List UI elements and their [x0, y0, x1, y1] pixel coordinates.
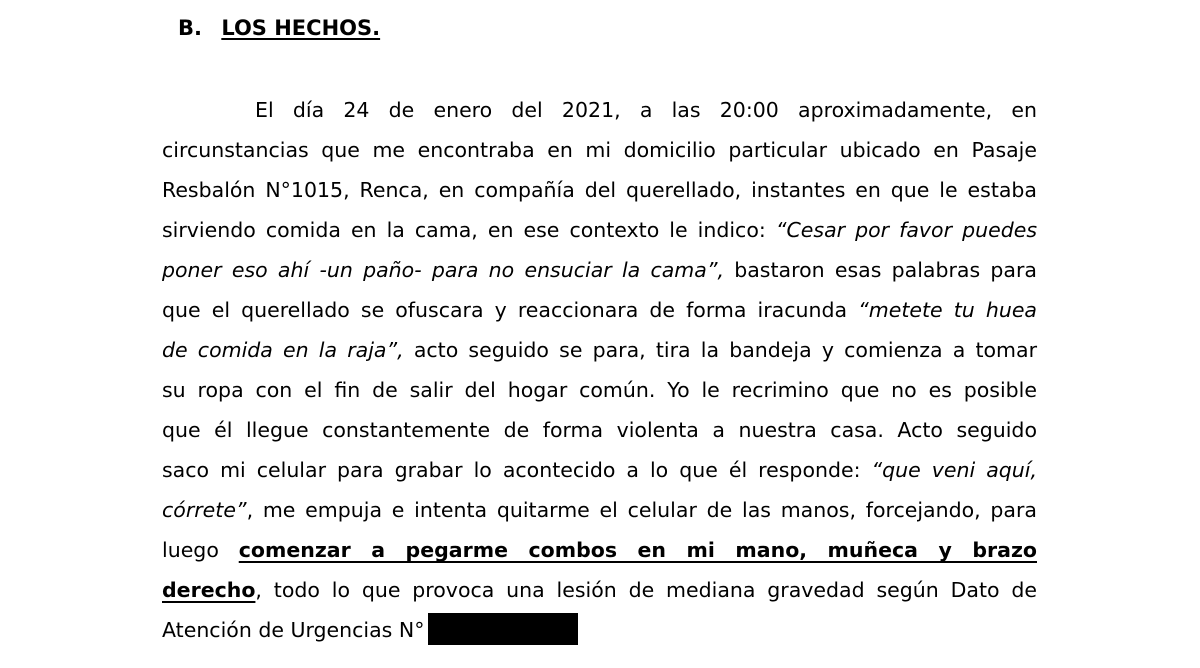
text-run: que él llegue constantemente de forma violenta a nuestra casa. Acto seguido — [162, 418, 1037, 442]
text-line — [162, 290, 1037, 330]
text-line — [162, 490, 1037, 530]
text-run: Atención de Urgencias N° — [162, 618, 425, 642]
text-line — [162, 130, 1037, 170]
text-line — [162, 90, 1037, 130]
text-line — [162, 530, 1037, 570]
text-line — [162, 370, 1037, 410]
text-run: bastaron esas palabras para — [734, 258, 1037, 282]
text-line — [162, 410, 1037, 450]
text-line — [162, 610, 1037, 650]
text-line — [162, 170, 1037, 210]
quote-run: córrete” — [162, 498, 247, 522]
section-title: LOS HECHOS. — [221, 16, 381, 40]
quote-run: “metete tu huea — [858, 298, 1037, 322]
emphasis-run: comenzar a pegarme combos en mi mano, muñeca y brazo — [238, 538, 1037, 562]
quote-run: poner eso ahí -un paño- para no ensuciar la cama”, — [162, 258, 724, 282]
text-line — [162, 570, 1037, 610]
redaction-box — [428, 613, 578, 645]
quote-run: “que veni aquí, — [871, 458, 1038, 482]
text-line — [162, 210, 1037, 250]
emphasis-run: derecho — [162, 578, 256, 602]
text-run: luego — [162, 538, 239, 562]
text-line — [162, 330, 1037, 370]
text-run: su ropa con el fin de salir del hogar común. Yo le recrimino que no es posible — [162, 378, 1037, 402]
text-run: que el querellado se ofuscara y reaccionara de forma iracunda — [162, 298, 859, 322]
quote-run: “Cesar por favor puedes — [775, 218, 1037, 242]
text-run: acto seguido se para, tira la bandeja y comienza a tomar — [413, 338, 1037, 362]
text-run: Resbalón N°1015, Renca, en compañía del querellado, instantes en que le estaba — [162, 178, 1037, 202]
section-number: B. — [178, 16, 202, 40]
text-run: saco mi celular para grabar lo acontecido a lo que él responde: — [162, 458, 872, 482]
text-line — [162, 450, 1037, 490]
text-run: circunstancias que me encontraba en mi domicilio particular ubicado en Pasaje — [162, 138, 1037, 162]
text-run: El día 24 de enero del 2021, a las 20:00 aproximadamente, en — [255, 98, 1037, 122]
text-line — [162, 250, 1037, 290]
text-run: , todo lo que provoca una lesión de mediana gravedad según Dato de — [255, 578, 1037, 602]
text-run: , me empuja e intenta quitarme el celular de las manos, forcejando, para — [246, 498, 1037, 522]
text-run: sirviendo comida en la cama, en ese contexto le indico: — [162, 218, 776, 242]
quote-run: de comida en la raja”, — [162, 338, 404, 362]
facts-paragraph — [162, 90, 1037, 650]
section-heading — [178, 14, 380, 42]
